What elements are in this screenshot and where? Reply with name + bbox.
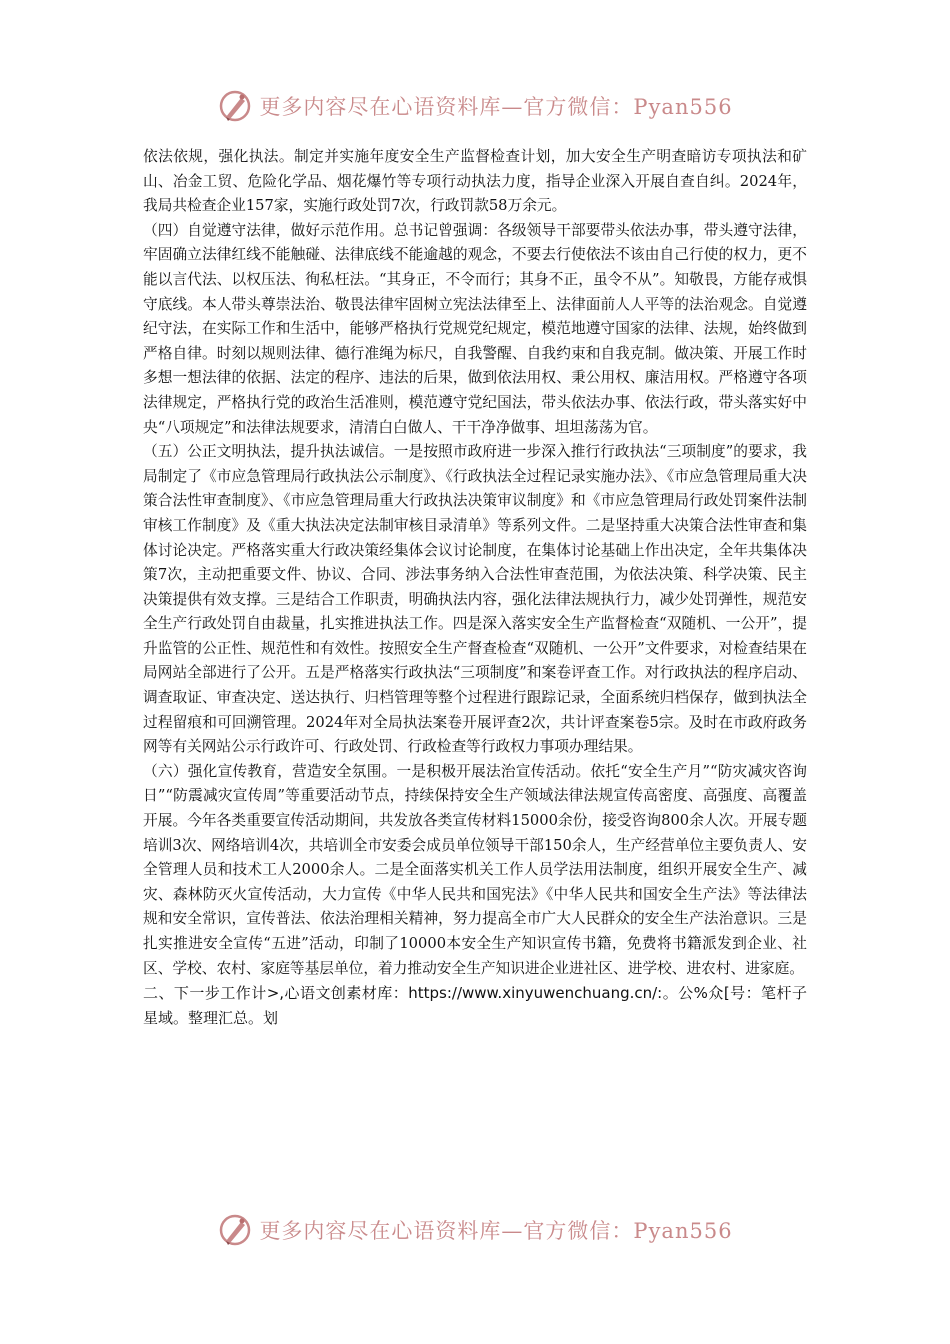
pen-logo-icon xyxy=(217,1212,253,1248)
header-watermark-text: 更多内容尽在心语资料库—官方微信：Pyan556 xyxy=(259,95,733,119)
body-text xyxy=(143,145,807,1031)
paragraph-section-6: （六）强化宣传教育，营造安全氛围。一是积极开展法治宣传活动。依托“安全生产月”“防灾减灾咨询日”“防震减灾宣传周”等重要活动节点，持续保持安全生产领域法律法规宣传高密度、高强度、高覆盖开展。今年各类重要宣传活动期间，共发放各类宣传材料15000余份，接受咨询800余人次。开展专题培训3次、网络培训4次，共培训全市安委会成员单位领导干部150余人，生产经营单位主要负责人、安全管理人员和技术工人2000余人。二是全面落实机关工作人员学法用法制度，组织开展安全生产、减灾、森林防灭火宣传活动，大力宣传《中华人民共和国宪法》《中华人民共和国安全生产法》等法律法规和安全常识，宣传普法、依法治理相关精神，努力提高全市广大人民群众的安全生产法治意识。三是扎实推进安全宣传“五进”活动，印制了10000本安全生产知识宣传书籍，免费将书籍派发到企业、社区、学校、农村、家庭等基层单位，着力推动安全生产知识进企业进社区、进学校、进农村、进家庭。 xyxy=(143,762,807,977)
footer-watermark-banner xyxy=(0,1208,950,1252)
header-watermark-banner xyxy=(0,84,950,128)
paragraph-section-4: （四）自觉遵守法律，做好示范作用。总书记曾强调：各级领导干部要带头依法办事，带头遵守法律，牢固确立法律红线不能触碰、法律底线不能逾越的观念，不要去行使依法不该由自己行使的权力，更不能以言代法、以权压法、徇私枉法。“其身正，不令而行；其身不正，虽令不从”。知敬畏，方能存戒惧守底线。本人带头尊崇法治、敬畏法律牢固树立宪法法律至上、法律面前人人平等的法治观念。自觉遵纪守法，在实际工作和生活中，能够严格执行党规党纪规定，模范地遵守国家的法律、法规，始终做到严格自律。时刻以规则法律、德行准绳为标尺，自我警醒、自我约束和自我克制。做决策、开展工作时多想一想法律的依据、法定的程序、违法的后果，做到依法用权、秉公用权、廉洁用权。严格遵守各项法律规定，严格执行党的政治生活准则，模范遵守党纪国法，带头依法办事、依法行政，带头落实好中央“八项规定”和法律法规要求，清清白白做人、干干净净做事、坦坦荡荡为官。 xyxy=(143,221,807,436)
paragraph-section-5: （五）公正文明执法，提升执法诚信。一是按照市政府进一步深入推行行政执法“三项制度”的要求，我局制定了《市应急管理局行政执法公示制度》、《行政执法全过程记录实施办法》、《市应急管理局重大决策合法性审查制度》、《市应急管理局重大行政执法决策审议制度》和《市应急管理局行政处罚案件法制审核工作制度》及《重大执法决定法制审核目录清单》等系列文件。二是坚持重大决策合法性审查和集体讨论决定。严格落实重大行政决策经集体会议讨论制度，在集体讨论基础上作出决定，全年共集体决策7次，主动把重要文件、协议、合同、涉法事务纳入合法性审查范围，为依法决策、科学决策、民主决策提供有效支撑。三是结合工作职责，明确执法内容，强化法律法规执行力，减少处罚弹性，规范安全生产行政处罚自由裁量，扎实推进执法工作。四是深入落实安全生产监督检查“双随机、一公开”，提升监管的公正性、规范性和有效性。按照安全生产督查检查“双随机、一公开”文件要求，对检查结果在局网站全部进行了公开。五是严格落实行政执法“三项制度”和案卷评查工作。对行政执法的程序启动、调查取证、审查决定、送达执行、归档管理等整个过程进行跟踪记录，全面系统归档保存，做到执法全过程留痕和可回溯管理。2024年对全局执法案卷开展评查2次，共计评查案卷5宗。及时在市政府政务网等有关网站公示行政许可、行政处罚、行政检查等行政权力事项办理结果。 xyxy=(143,443,807,756)
section-heading-next-steps: 二、下一步工作计>,心语文创素材库：https://www.xinyuwenchuang.cn/:。公%众[号：笔杆子星域。整理汇总。划 xyxy=(143,984,807,1028)
footer-watermark-text: 更多内容尽在心语资料库—官方微信：Pyan556 xyxy=(259,1219,733,1243)
pen-logo-icon xyxy=(217,88,253,124)
paragraph-law-enforcement: 依法依规，强化执法。制定并实施年度安全生产监督检查计划，加大安全生产明查暗访专项执法和矿山、冶金工贸、危险化学品、烟花爆竹等专项行动执法力度，指导企业深入开展自查自纠。2024年，我局共检查企业157家，实施行政处罚7次，行政罚款58万余元。 xyxy=(143,148,807,215)
